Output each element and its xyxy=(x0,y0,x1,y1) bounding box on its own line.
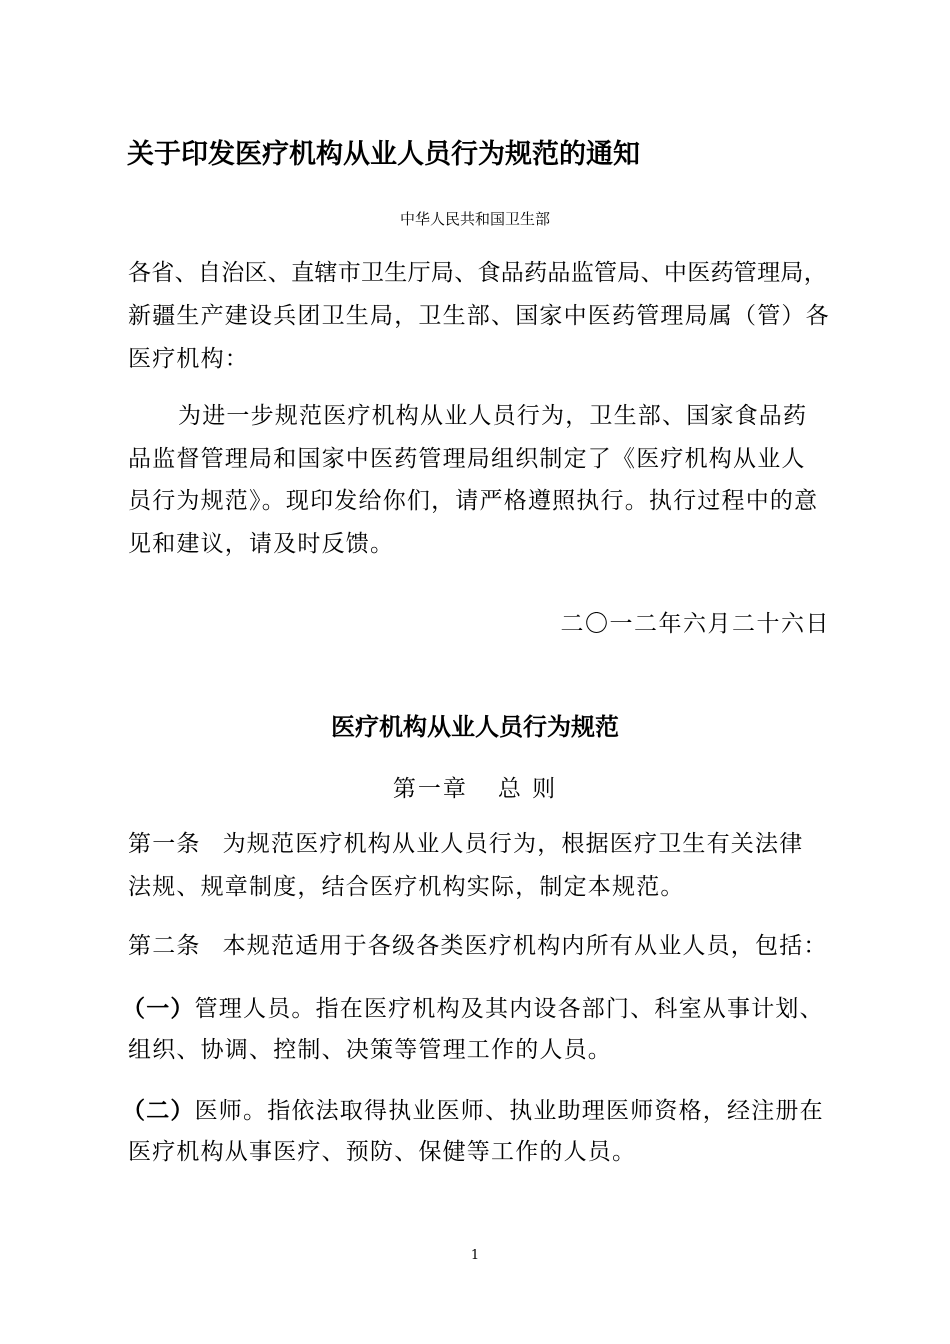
page-number: 1 xyxy=(470,1248,480,1263)
list-item-marker: （一） xyxy=(122,995,195,1022)
article-2-text: 本规范适用于各级各类医疗机构内所有从业人员，包括： xyxy=(222,933,828,959)
list-item-line: 医疗机构从事医疗、预防、保健等工作的人员。 xyxy=(128,1139,637,1165)
article-2-line xyxy=(128,935,828,958)
list-item-line xyxy=(122,997,824,1021)
notice-body-line: 为进一步规范医疗机构从业人员行为，卫生部、国家食品药 xyxy=(178,403,808,429)
notice-body-line: 员行为规范》。现印发给你们，请严格遵照执行。执行过程中的意 xyxy=(128,488,819,514)
chapter-heading xyxy=(0,770,950,803)
article-2-head: 第二条 xyxy=(128,933,201,959)
notice-body-line: 品监督管理局和国家中医药管理局组织制定了《医疗机构从业人 xyxy=(128,446,806,472)
recipients-line: 医疗机构： xyxy=(128,346,249,372)
notice-date: 二〇一二年六月二十六日 xyxy=(560,611,830,637)
list-item-line xyxy=(122,1099,824,1123)
notice-title: 关于印发医疗机构从业人员行为规范的通知 xyxy=(127,139,640,170)
list-item-line: 组织、协调、控制、决策等管理工作的人员。 xyxy=(128,1037,612,1063)
list-item-text: 医师。指依法取得执业医师、执业助理医师资格，经注册在 xyxy=(194,1098,824,1124)
issuer: 中华人民共和国卫生部 xyxy=(399,210,550,228)
list-item-marker: （二） xyxy=(122,1097,195,1124)
notice-body-line: 见和建议，请及时反馈。 xyxy=(128,531,395,557)
recipients-line: 各省、自治区、直辖市卫生厅局、食品药品监管局、中医药管理局， xyxy=(128,260,827,286)
regulation-title: 医疗机构从业人员行为规范 xyxy=(331,713,619,741)
article-1-text: 为规范医疗机构从业人员行为，根据医疗卫生有关法律 xyxy=(222,831,804,857)
chapter-name: 总 则 xyxy=(497,776,558,802)
article-1-head: 第一条 xyxy=(128,831,201,857)
recipients-line: 新疆生产建设兵团卫生局，卫生部、国家中医药管理局属（管）各 xyxy=(128,303,830,329)
chapter-number: 第一章 xyxy=(392,776,468,802)
article-1-line xyxy=(128,833,803,856)
list-item-text: 管理人员。指在医疗机构及其内设各部门、科室从事计划、 xyxy=(194,996,824,1022)
article-1-line: 法规、规章制度，结合医疗机构实际，制定本规范。 xyxy=(128,874,685,900)
